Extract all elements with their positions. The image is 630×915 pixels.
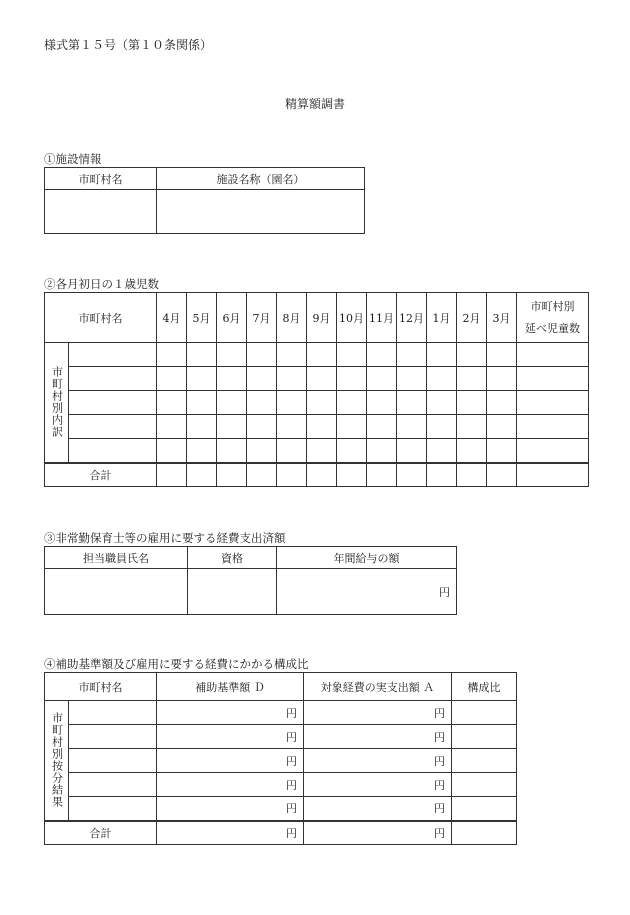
cell-municipality-input[interactable] <box>45 190 157 234</box>
table-cell[interactable] <box>69 439 157 463</box>
section3-title: ③非常勤保育士等の雇用に要する経費支出済額 <box>44 531 286 545</box>
breakdown-label: 市町村別按分結果 <box>45 701 69 821</box>
col-actual-expense: 対象経費の実支出額 Ａ <box>304 673 452 701</box>
unit-yen: 円 <box>286 706 297 720</box>
unit-yen: 円 <box>286 754 297 768</box>
col-municipality: 市町村名 <box>45 168 157 190</box>
table-cell[interactable] <box>69 343 157 367</box>
month-header: 5月 <box>187 293 217 343</box>
header-total-line2: 延べ児童数 <box>525 321 580 335</box>
cell-qualification-input[interactable] <box>188 569 277 615</box>
col-municipality: 市町村名 <box>45 673 157 701</box>
col-qualification: 資格 <box>188 547 277 569</box>
unit-yen: 円 <box>434 754 445 768</box>
header-total-line1: 市町村別 <box>530 299 575 313</box>
table-cell[interactable] <box>69 367 157 391</box>
table-cell[interactable] <box>69 701 157 725</box>
unit-yen: 円 <box>439 585 450 599</box>
table-cell[interactable] <box>69 773 157 797</box>
unit-yen: 円 <box>286 802 297 816</box>
table-cell[interactable] <box>69 391 157 415</box>
table-cell[interactable] <box>69 725 157 749</box>
composition-ratio-table <box>44 672 517 845</box>
section2-title: ②各月初日の１歳児数 <box>44 277 159 291</box>
total-row-label: 合計 <box>45 463 157 487</box>
cell-facility-name-input[interactable] <box>157 190 365 234</box>
col-annual-salary: 年間給与の額 <box>277 547 457 569</box>
document-title: 精算額調書 <box>284 97 345 111</box>
col-subsidy-standard: 補助基準額 Ｄ <box>157 673 304 701</box>
table-cell[interactable] <box>69 415 157 439</box>
col-composition-ratio: 構成比 <box>452 673 517 701</box>
unit-yen: 円 <box>286 826 297 840</box>
monthly-children-table <box>44 292 589 487</box>
header-total-children <box>517 293 589 343</box>
month-header: 8月 <box>277 293 307 343</box>
month-header: 9月 <box>307 293 337 343</box>
month-header: 7月 <box>247 293 277 343</box>
month-header: 2月 <box>457 293 487 343</box>
breakdown-label: 市町村別内訳 <box>45 343 69 463</box>
unit-yen: 円 <box>434 778 445 792</box>
cell-staff-name-input[interactable] <box>45 569 188 615</box>
col-staff-name: 担当職員氏名 <box>45 547 188 569</box>
unit-yen: 円 <box>434 730 445 744</box>
facility-info-table <box>44 167 365 234</box>
month-header: 12月 <box>397 293 427 343</box>
unit-yen: 円 <box>286 778 297 792</box>
table-cell[interactable] <box>69 749 157 773</box>
month-header: 6月 <box>217 293 247 343</box>
month-header: 1月 <box>427 293 457 343</box>
table-cell[interactable] <box>69 797 157 821</box>
month-header: 4月 <box>157 293 187 343</box>
cell-annual-salary-input[interactable] <box>277 569 457 615</box>
month-header: 3月 <box>487 293 517 343</box>
col-facility-name: 施設名称（園名） <box>157 168 365 190</box>
form-number: 様式第１５号（第１０条関係） <box>44 38 213 52</box>
month-header: 10月 <box>337 293 367 343</box>
total-row-label: 合計 <box>45 821 157 845</box>
section4-title: ④補助基準額及び雇用に要する経費にかかる構成比 <box>44 657 309 671</box>
unit-yen: 円 <box>286 730 297 744</box>
unit-yen: 円 <box>434 802 445 816</box>
header-municipality: 市町村名 <box>45 293 157 343</box>
unit-yen: 円 <box>434 706 445 720</box>
staff-expense-table <box>44 546 457 615</box>
month-header: 11月 <box>367 293 397 343</box>
unit-yen: 円 <box>434 826 445 840</box>
section1-title: ①施設情報 <box>44 152 102 166</box>
